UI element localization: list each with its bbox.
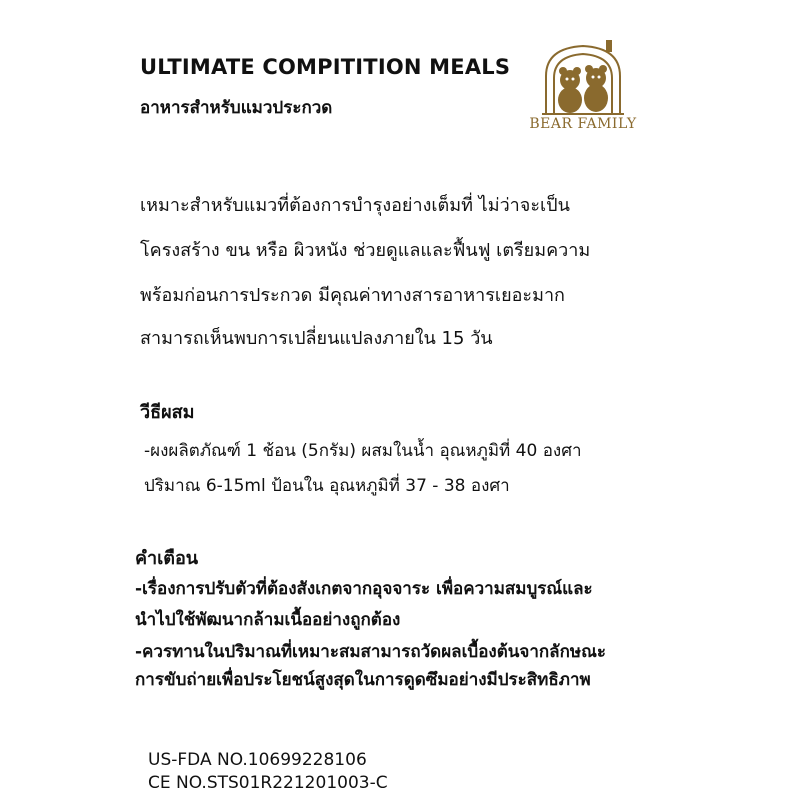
mixing-line: -ผงผลิตภัณฑ์ 1 ช้อน (5กรัม) ผสมในน้ำ อุณหภูมิที่ 40 องศา: [144, 441, 582, 461]
bear-logo-icon: [528, 38, 638, 118]
warning-line: การขับถ่ายเพื่อประโยชน์สูงสุดในการดูดซึมอย่างมีประสิทธิภาพ: [135, 670, 591, 690]
description-line: สามารถเห็นพบการเปลี่ยนแปลงภายใน 15 วัน: [140, 328, 493, 349]
mixing-heading: วีธีผสม: [140, 402, 195, 423]
description-line: พร้อมก่อนการประกวด มีคุณค่าทางสารอาหารเยอะมาก: [140, 285, 565, 306]
ce-registration: CE NO.STS01R221201003-C: [148, 773, 388, 793]
logo-text: BEAR FAMILY: [529, 116, 637, 132]
warning-line: -เรื่องการปรับตัวที่ต้องสังเกตจากอุจจาระ เพื่อความสมบูรณ์และ: [135, 579, 593, 599]
description-line: เหมาะสำหรับแมวที่ต้องการบำรุงอย่างเต็มที่ ไม่ว่าจะเป็น: [140, 195, 570, 216]
bear-family-logo: [528, 38, 638, 138]
fda-registration: US-FDA NO.10699228106: [148, 750, 367, 770]
product-title: ULTIMATE COMPITITION MEALS: [140, 55, 511, 79]
warning-line: นำไปใช้พัฒนากล้ามเนื้ออย่างถูกต้อง: [135, 610, 401, 630]
description-line: โครงสร้าง ขน หรือ ผิวหนัง ช่วยดูแลและฟื้นฟู เตรียมความ: [140, 240, 591, 261]
product-subtitle: อาหารสำหรับแมวประกวด: [140, 98, 333, 118]
warning-heading: คำเตือน: [135, 548, 199, 569]
mixing-line: ปริมาณ 6-15ml ป้อนใน อุณหภูมิที่ 37 - 38 องศา: [144, 476, 510, 496]
warning-line: -ควรทานในปริมาณที่เหมาะสมสามารถวัดผลเบื้องต้นจากลักษณะ: [135, 642, 606, 662]
